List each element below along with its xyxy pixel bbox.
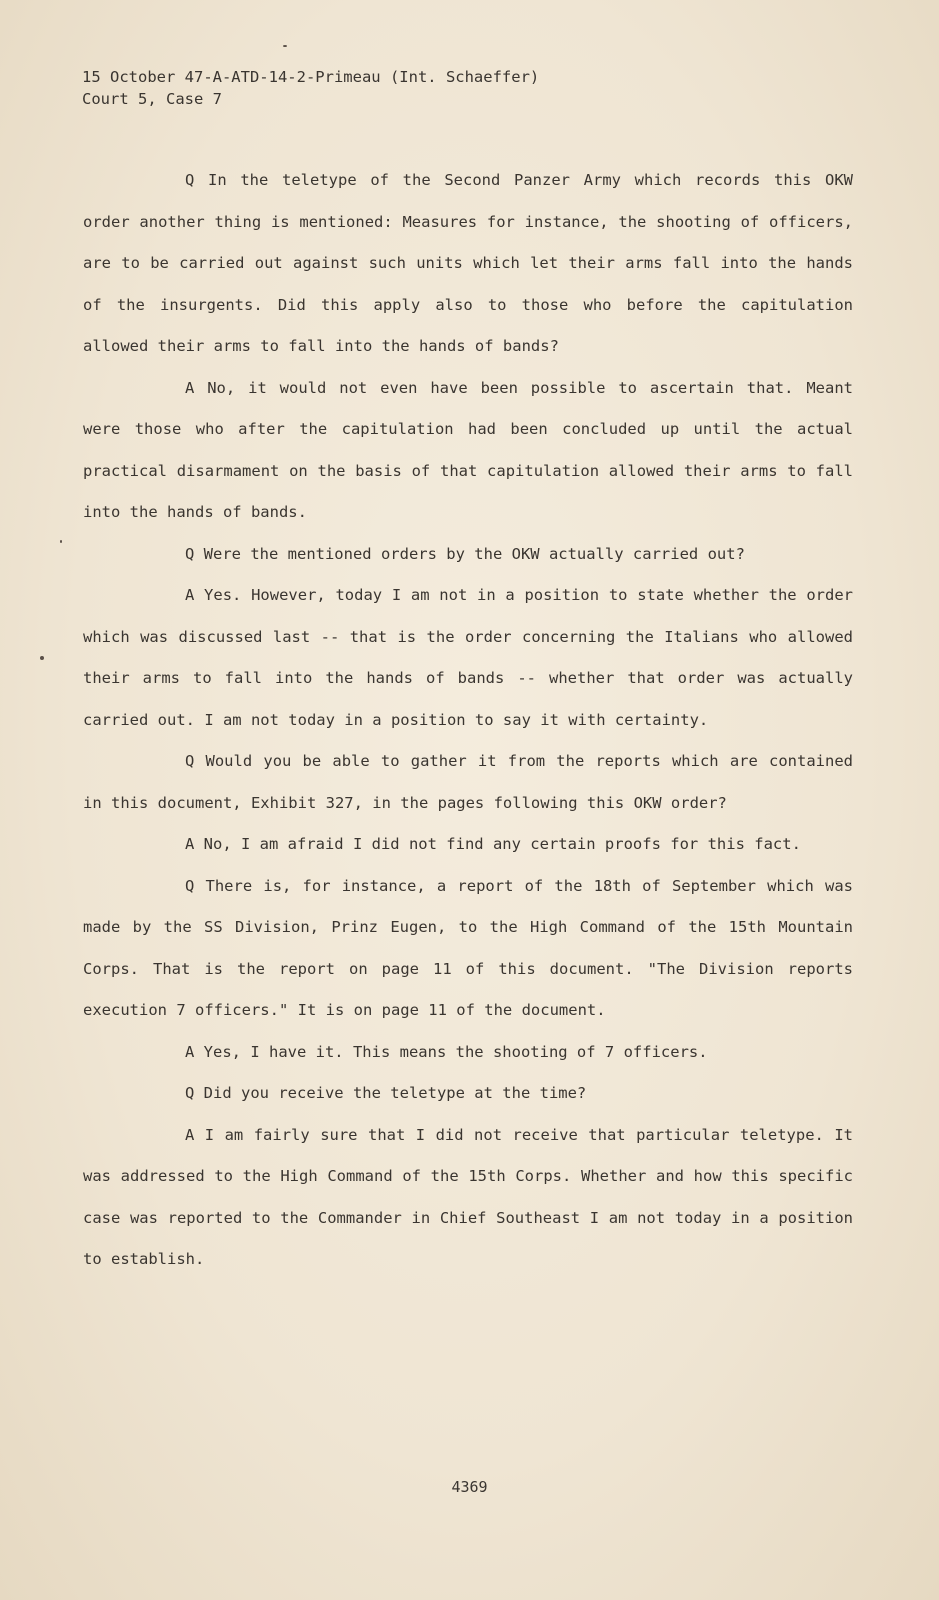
transcript-paragraph-a5: A I am fairly sure that I did not receive that particular teletype. It was addressed to the High Command of the 15th Corps. Whether and how this specific case was reported to the Commander in Chief Southeast I am not today in a position to establish.	[83, 1125, 853, 1268]
transcript-body	[83, 160, 853, 1281]
header-court-line: Court 5, Case 7	[82, 90, 222, 108]
transcript-paragraph-q1: Q In the teletype of the Second Panzer Army which records this OKW order another thing is mentioned: Measures for instance, the shooting of officers, are to be carried out against such units which let their arms fall into the hands of the insurgents. Did this apply also to those who before the capitulation allowed their arms to fall into the hands of bands?	[83, 171, 853, 355]
transcript-paragraph-a2: A Yes. However, today I am not in a position to state whether the order which was discussed last -- that is the order concerning the Italians who allowed their arms to fall into the hands of bands -- whether that order was actually carried out. I am not today in a position to say it with certainty.	[83, 586, 853, 729]
document-header	[82, 66, 539, 110]
transcript-paragraph-q3: Q Would you be able to gather it from the reports which are contained in this document, Exhibit 327, in the pages following this OKW order?	[83, 752, 853, 812]
transcript-paragraph-a4: A Yes, I have it. This means the shooting of 7 officers.	[185, 1042, 708, 1061]
paper-speck	[40, 656, 44, 660]
transcript-paragraph-a3: A No, I am afraid I did not find any certain proofs for this fact.	[185, 835, 801, 853]
page-number: 4369	[451, 1478, 488, 1496]
paper-speck	[283, 45, 287, 47]
transcript-paragraph-q4: Q There is, for instance, a report of the 18th of September which was made by the SS Division, Prinz Eugen, to the High Command of the 15th Mountain Corps. That is the report on page 11 of this document. "The Division reports execution 7 officers." It is on page 11 of the document.	[83, 876, 853, 1019]
transcript-paragraph-a1: A No, it would not even have been possible to ascertain that. Meant were those who after the capitulation had been concluded up until the actual practical disarmament on the basis of that capitulation allowed their arms to fall into the hands of bands.	[83, 378, 853, 521]
transcript-paragraph-q2: Q Were the mentioned orders by the OKW actually carried out?	[185, 544, 745, 563]
transcript-paragraph-q5: Q Did you receive the teletype at the time?	[185, 1084, 587, 1102]
header-reference-line: 15 October 47-A-ATD-14-2-Primeau (Int. Schaeffer)	[82, 68, 540, 86]
paper-speck	[60, 540, 62, 543]
